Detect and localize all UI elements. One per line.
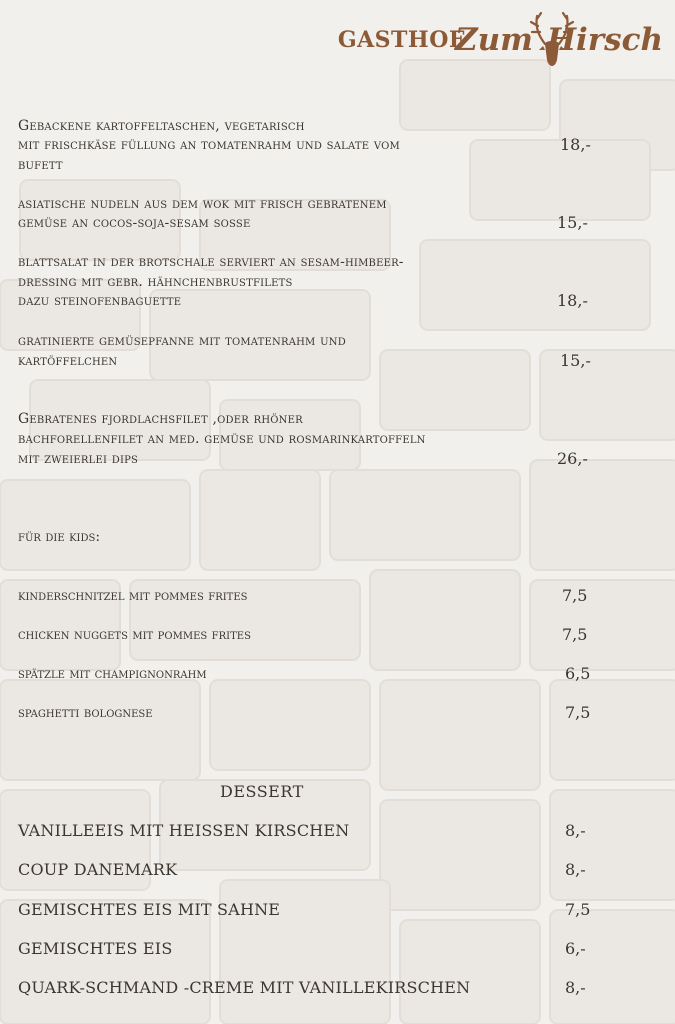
- dish-3-line-3: dazu steinofenbaguette: [18, 293, 182, 309]
- dish-1-price: 18,-: [560, 135, 591, 154]
- dish-2-line-1: asiatische nudeln aus dem wok mit frisch gebratenem: [18, 196, 387, 212]
- dessert-item-4: GEMISCHTES EIS: [18, 939, 173, 958]
- dish-2-line-2: gemüse an cocos-soja-sesam sosse: [18, 215, 251, 231]
- kids-item-1-price: 7,5: [562, 586, 588, 605]
- kids-item-4: spaghetti bolognese: [18, 705, 153, 721]
- dessert-item-2-price: 8,-: [565, 860, 586, 879]
- dish-5-price: 26,-: [557, 449, 588, 468]
- dish-5-line-2: bachforellenfilet an med. gemüse und rosmarinkartoffeln: [18, 431, 426, 447]
- kids-item-4-price: 7,5: [565, 703, 591, 722]
- dessert-heading: DESSERT: [220, 782, 304, 801]
- dish-4-line-1: gratinierte gemüsepfanne mit tomatenrahm und: [18, 333, 346, 349]
- logo-zum: Zum: [455, 22, 533, 58]
- dish-1-line-1: Gebackene kartoffeltaschen, vegetarisch: [18, 118, 305, 134]
- kids-item-3: spätzle mit champignonrahm: [18, 666, 207, 682]
- dessert-item-5: QUARK-SCHMAND -CREME MIT VANILLEKIRSCHEN: [18, 978, 471, 997]
- dessert-item-3-price: 7,5: [565, 900, 591, 919]
- dish-3-line-1: blattsalat in der brotschale serviert an sesam-himbeer-: [18, 254, 404, 270]
- logo-hirsch: Hirsch: [546, 22, 663, 58]
- dish-5-line-1: Gebratenes fjordlachsfilet ,oder rhöner: [18, 411, 303, 427]
- dish-1-line-3: bufett: [18, 157, 63, 173]
- kids-item-1: kinderschnitzel mit pommes frites: [18, 588, 248, 604]
- restaurant-logo: [337, 10, 663, 74]
- kids-heading: für die kids:: [18, 529, 101, 545]
- kids-item-2-price: 7,5: [562, 625, 588, 644]
- dish-3-price: 18,-: [557, 291, 588, 310]
- dish-1-line-2: mit frischkäse füllung an tomatenrahm und salate vom: [18, 137, 400, 153]
- dessert-item-2: COUP DANEMARK: [18, 860, 178, 879]
- kids-item-2: chicken nuggets mit pommes frites: [18, 627, 251, 643]
- dish-2-price: 15,-: [557, 213, 588, 232]
- dish-5-line-3: mit zweierlei dips: [18, 451, 139, 467]
- dessert-item-1: VANILLEEIS MIT HEISSEN KIRSCHEN: [18, 821, 350, 840]
- dessert-item-5-price: 8,-: [565, 978, 586, 997]
- dish-4-line-2: kartöffelchen: [18, 353, 118, 369]
- dish-4-price: 15,-: [560, 351, 591, 370]
- dessert-item-1-price: 8,-: [565, 821, 586, 840]
- kids-item-3-price: 6,5: [565, 664, 591, 683]
- dish-3-line-2: dressing mit gebr. hähnchenbrustfilets: [18, 274, 293, 290]
- dessert-item-3: GEMISCHTES EIS MIT SAHNE: [18, 900, 281, 919]
- logo-gasthof: GASTHOF: [337, 27, 465, 53]
- dessert-item-4-price: 6,-: [565, 939, 586, 958]
